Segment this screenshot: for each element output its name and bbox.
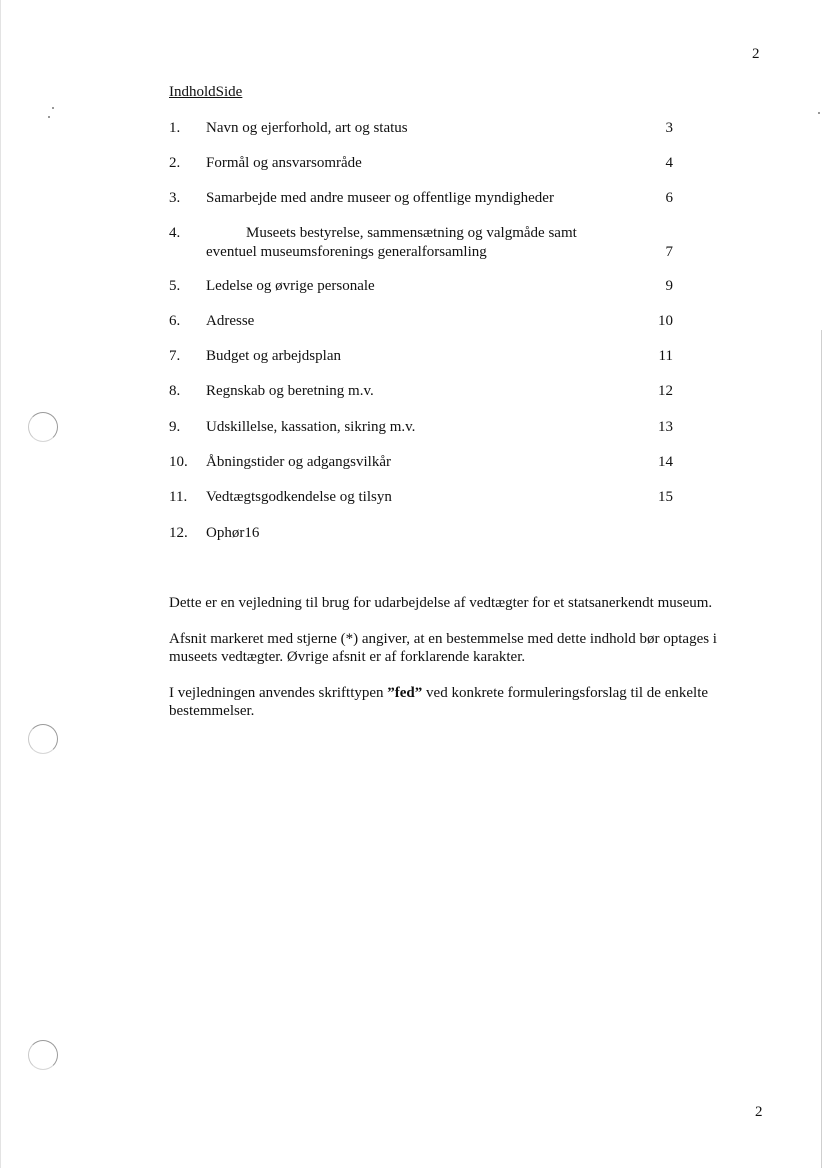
toc-entry-number: 7. (169, 348, 181, 364)
toc-entry (169, 224, 679, 264)
toc-entry-page: 14 (658, 454, 673, 470)
punch-hole (28, 724, 58, 754)
toc-entry-title-line2: eventuel museumsforenings generalforsamling (206, 244, 487, 260)
toc-entry-title-line1 (206, 224, 626, 242)
intro-paragraph: Afsnit markeret med stjerne (*) angiver, at en bestemmelse med dette indhold bør optages i museets vedtægter. Øvrige afsnit er af forklarende karakter. (169, 631, 717, 665)
toc-entry-page: 10 (658, 313, 673, 329)
toc-entry-title: Formål og ansvarsområde (206, 155, 362, 171)
toc-entry-page: 6 (665, 190, 673, 206)
page-number-top: 2 (752, 46, 760, 62)
toc-entry-title: Regnskab og beretning m.v. (206, 383, 374, 399)
toc-entry-page: 12 (658, 383, 673, 399)
toc-entry-title: Ophør16 (206, 525, 260, 541)
punch-hole (28, 1040, 58, 1070)
scan-left-edge (0, 0, 1, 1168)
toc-heading: IndholdSide (169, 84, 243, 100)
intro-bold-term: ”fed” (387, 685, 423, 701)
punch-hole (28, 412, 58, 442)
scan-speck (52, 107, 54, 109)
page-number-bottom: 2 (755, 1104, 763, 1120)
toc-entry-title: Navn og ejerforhold, art og status (206, 120, 408, 136)
toc-entry-number: 11. (169, 489, 188, 505)
toc-entry-title-line1-text: Museets bestyrelse, sammensætning og valgmåde samt (246, 225, 577, 241)
scan-speck (818, 112, 820, 114)
toc-entry-number: 3. (169, 190, 181, 206)
toc-entry-number: 5. (169, 278, 181, 294)
toc-entry-title: Budget og arbejdsplan (206, 348, 341, 364)
toc-entry-title: Udskillelse, kassation, sikring m.v. (206, 419, 416, 435)
toc-entry-page: 7 (665, 244, 673, 260)
toc-entry-page: 3 (665, 120, 673, 136)
toc-entry-title: Adresse (206, 313, 255, 329)
toc-entry-number: 12. (169, 525, 188, 541)
toc-entry-title: Ledelse og øvrige personale (206, 278, 375, 294)
toc-entry-number: 9. (169, 419, 181, 435)
toc-entry-page: 13 (658, 419, 673, 435)
scan-right-edge (821, 330, 822, 1168)
toc-entry-page: 11 (658, 348, 673, 364)
intro-paragraph-text: I vejledningen anvendes skrifttypen (169, 685, 388, 701)
toc-entry-title: Vedtægtsgodkendelse og tilsyn (206, 489, 392, 505)
toc-entry-number: 1. (169, 120, 181, 136)
toc-entry-number: 8. (169, 383, 181, 399)
toc-entry-number: 4. (169, 225, 181, 241)
toc-entry-page: 15 (658, 489, 673, 505)
intro-paragraph-text: ved konkrete formuleringsforslag til de enkelte bestemmelser. (169, 685, 709, 719)
toc-entry-number: 6. (169, 313, 181, 329)
toc-entry-number: 2. (169, 155, 181, 171)
toc-entry-title: Åbningstider og adgangsvilkår (206, 454, 391, 470)
toc-entry-page: 9 (665, 278, 673, 294)
toc-entry-page: 4 (665, 155, 673, 171)
intro-paragraph (169, 684, 729, 720)
toc-entry-number: 10. (169, 454, 188, 470)
scan-speck (48, 116, 50, 118)
toc-entry-title: Samarbejde med andre museer og offentlige myndigheder (206, 190, 554, 206)
intro-paragraph: Dette er en vejledning til brug for udarbejdelse af vedtægter for et statsanerkendt museum. (169, 595, 713, 611)
